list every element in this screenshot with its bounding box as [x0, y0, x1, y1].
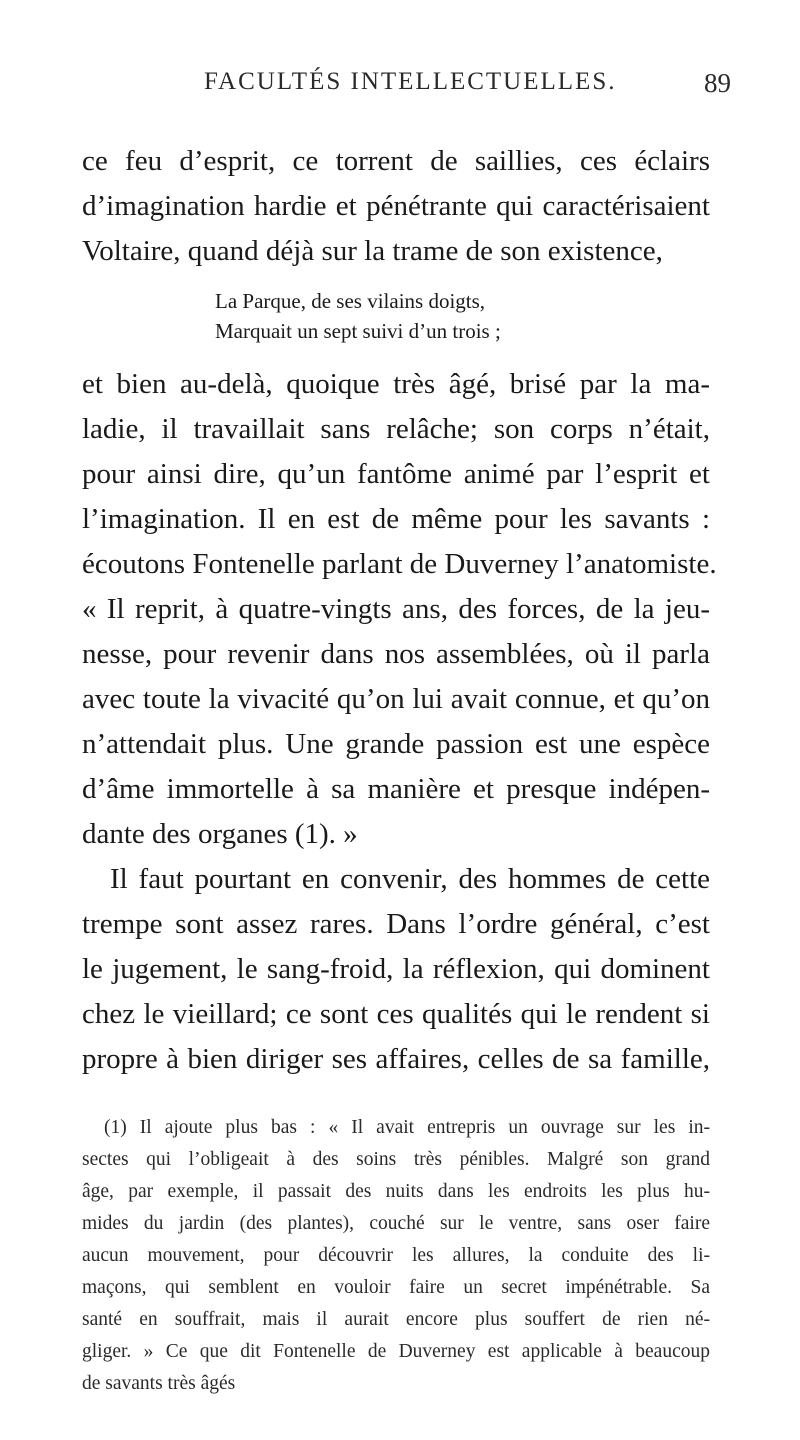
text-line: trempe sont assez rares. Dans l’ordre général, c’est [82, 908, 710, 940]
footnote-line: (1) Il ajoute plus bas : « Il avait entrepris un ouvrage sur les in- [104, 1117, 710, 1138]
running-title: FACULTÉS INTELLECTUELLES. [204, 68, 617, 95]
footnote-line: de savants très âgés [82, 1373, 236, 1394]
footnote-line: gliger. » Ce que dit Fontenelle de Duverney est applicable à beaucoup [82, 1341, 710, 1362]
footnote-line: sectes qui l’obligeait à des soins très pénibles. Malgré son grand [82, 1149, 710, 1170]
text-line: d’âme immortelle à sa manière et presque indépen- [82, 773, 710, 805]
text-line: ladie, il travaillait sans relâche; son corps n’était, [82, 413, 710, 445]
footnote-line: mides du jardin (des plantes), couché sur le ventre, sans oser faire [82, 1213, 710, 1234]
text-line: l’imagination. Il en est de même pour les savants : [82, 503, 710, 535]
footnote-line: âge, par exemple, il passait des nuits dans les endroits les plus hu- [82, 1181, 710, 1202]
text-line: écoutons Fontenelle parlant de Duverney l’anatomiste. [82, 548, 717, 580]
footnote-line: aucun mouvement, pour découvrir les allures, la conduite des li- [82, 1245, 710, 1266]
text-line: pour ainsi dire, qu’un fantôme animé par l’esprit et [82, 458, 710, 490]
text-line: nesse, pour revenir dans nos assemblées, où il parla [82, 638, 710, 670]
text-line: « Il reprit, à quatre-vingts ans, des forces, de la jeu- [82, 593, 710, 625]
footnote-line: maçons, qui semblent en vouloir faire un secret impénétrable. Sa [82, 1277, 710, 1298]
text-line: ce feu d’esprit, ce torrent de saillies, ces éclairs [82, 145, 710, 177]
text-line: n’attendait plus. Une grande passion est une espèce [82, 728, 710, 760]
footnote-line: santé en souffrait, mais il aurait encore plus souffert de rien né- [82, 1309, 710, 1330]
text-line: Voltaire, quand déjà sur la trame de son existence, [82, 235, 663, 267]
text-line: dante des organes (1). » [82, 818, 358, 850]
text-line: d’imagination hardie et pénétrante qui caractérisaient [82, 190, 710, 222]
text-line: chez le vieillard; ce sont ces qualités qui le rendent si [82, 998, 710, 1030]
text-line: avec toute la vivacité qu’on lui avait connue, et qu’on [82, 683, 710, 715]
text-line: le jugement, le sang-froid, la réflexion, qui dominent [82, 953, 710, 985]
page-number: 89 [704, 68, 731, 98]
text-line: Il faut pourtant en convenir, des hommes de cette [110, 863, 710, 895]
verse-line: Marquait un sept suivi d’un trois ; [215, 319, 501, 343]
text-line: et bien au-delà, quoique très âgé, brisé par la ma- [82, 368, 710, 400]
verse-line: La Parque, de ses vilains doigts, [215, 289, 486, 313]
text-line: propre à bien diriger ses affaires, celles de sa famille, [82, 1043, 710, 1075]
